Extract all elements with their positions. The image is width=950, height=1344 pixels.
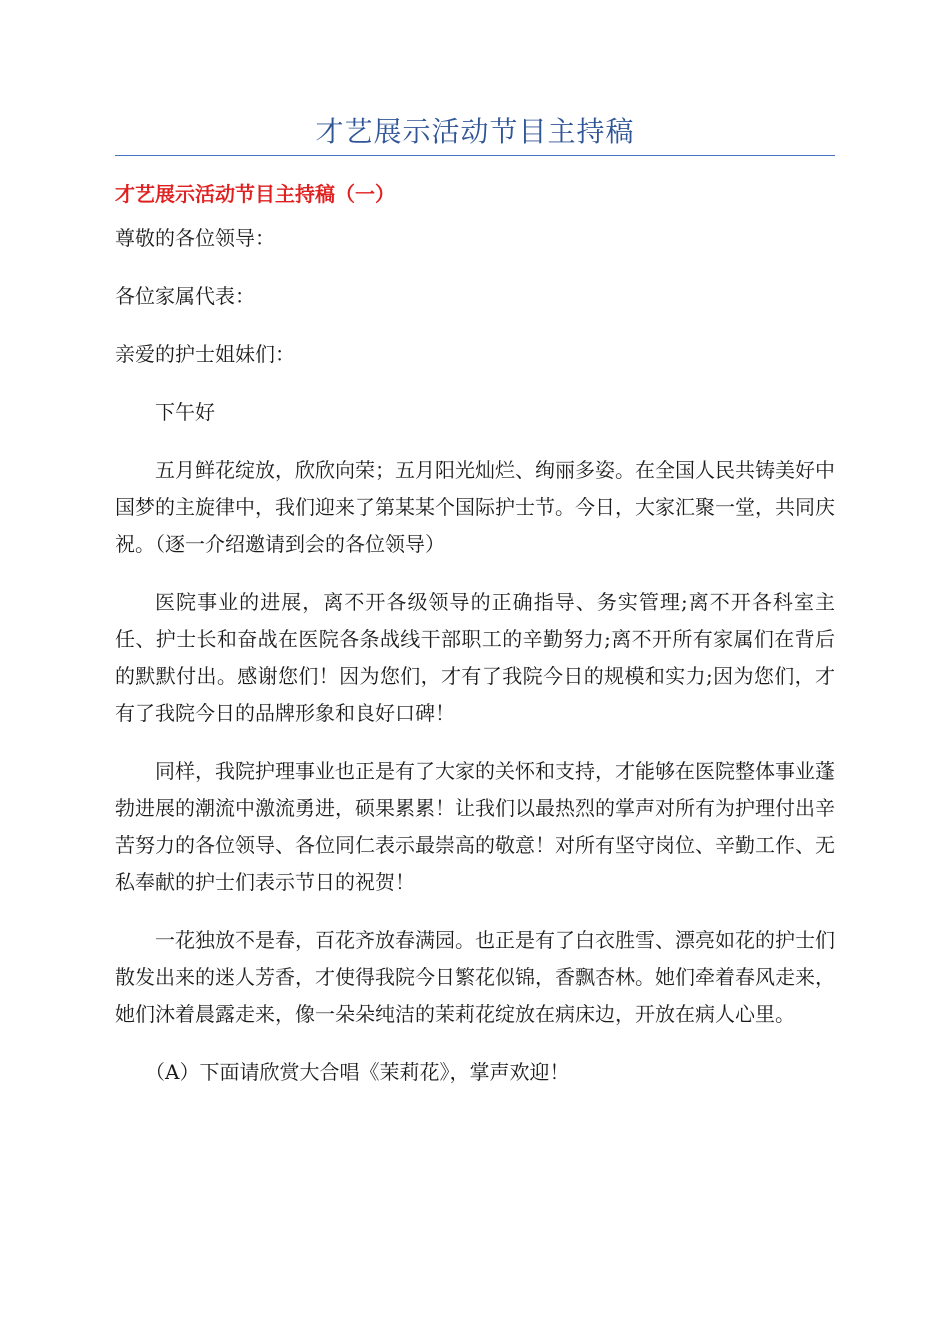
paragraph-flowers: 一花独放不是春，百花齐放春满园。也正是有了白衣胜雪、漂亮如花的护士们散发出来的迷人芳香，才使得我院今日繁花似锦，香飘杏林。她们牵着春风走来，她们沐着晨露走来，像一朵朵纯洁的茉莉花绽放在病床边，开放在病人心里。: [115, 928, 835, 1026]
paragraph-hospital: 医院事业的进展，离不开各级领导的正确指导、务实管理;离不开各科室主任、护士长和奋战在医院各条战线干部职工的辛勤努力;离不开所有家属们在背后的默默付出。感谢您们！因为您们，才有了我院今日的规模和实力;因为您们，才有了我院今日的品牌形象和良好口碑！: [115, 590, 835, 725]
section-heading: 才艺展示活动节目主持稿（一）: [115, 182, 395, 206]
paragraph-may: 五月鲜花绽放，欣欣向荣；五月阳光灿烂、绚丽多姿。在全国人民共铸美好中国梦的主旋律中，我们迎来了第某某个国际护士节。今日，大家汇聚一堂，共同庆祝。（逐一介绍邀请到会的各位领导）: [115, 458, 835, 556]
paragraph-nursing: 同样，我院护理事业也正是有了大家的关怀和支持，才能够在医院整体事业蓬勃进展的潮流中激流勇进，硕果累累！让我们以最热烈的掌声对所有为护理付出辛苦努力的各位领导、各位同仁表示最崇高的敬意！对所有坚守岗位、辛勤工作、无私奉献的护士们表示节日的祝贺！: [115, 759, 835, 894]
document-title: 才艺展示活动节目主持稿: [315, 115, 635, 148]
document-body: [115, 220, 835, 1112]
paragraph-program-a: （A）下面请欣赏大合唱《茉莉花》，掌声欢迎！: [145, 1060, 570, 1084]
greeting-leaders: 尊敬的各位领导：: [115, 226, 275, 250]
title-underline: [115, 155, 835, 156]
greeting-nurses: 亲爱的护士姐妹们：: [115, 342, 295, 366]
greeting-families: 各位家属代表：: [115, 284, 255, 308]
greeting-afternoon: 下午好: [155, 400, 215, 424]
